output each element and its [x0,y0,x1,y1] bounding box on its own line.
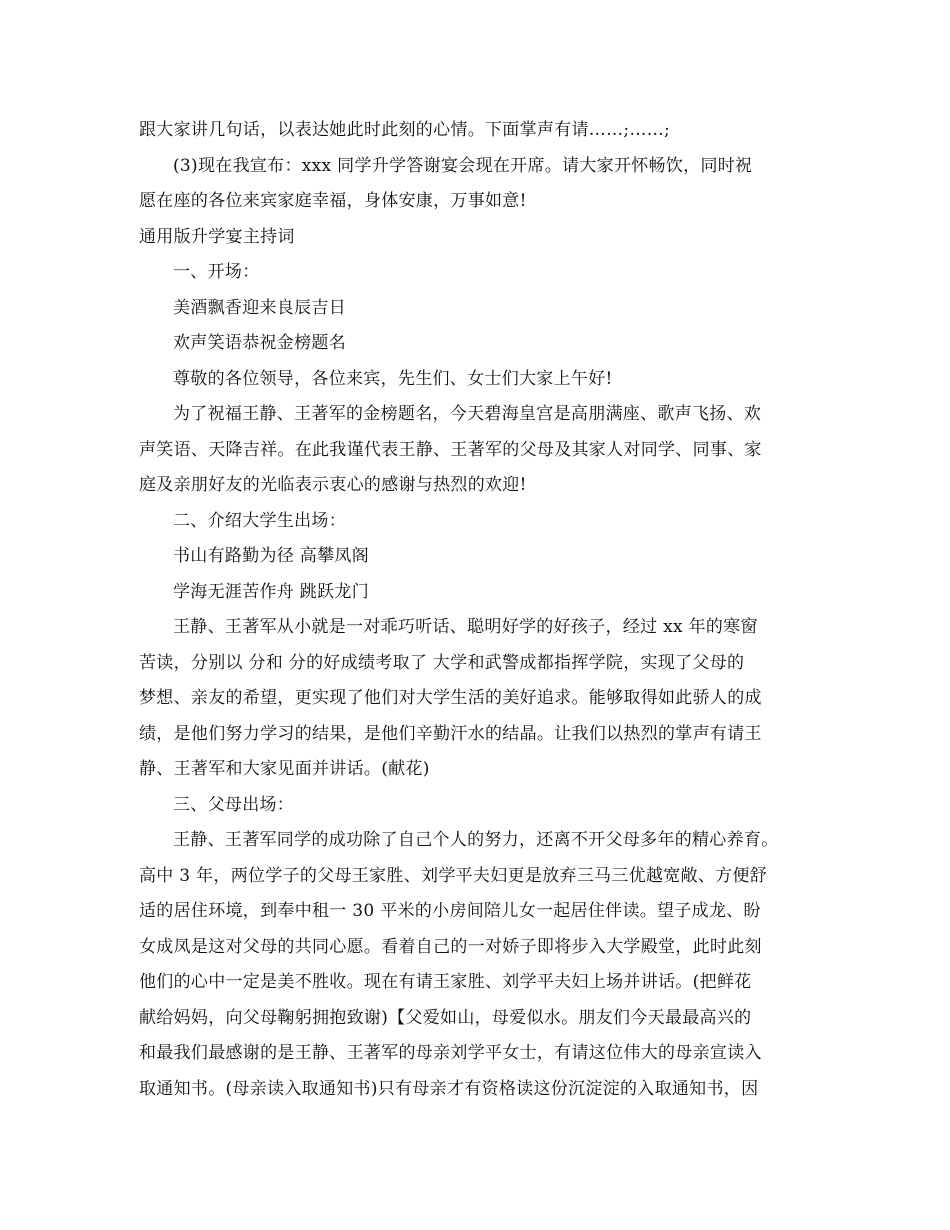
text-line: (3)现在我宣布：xxx 同学升学答谢宴会现在开席。请大家开怀畅饮，同时祝 [173,155,753,176]
text-line: 一、开场： [173,262,260,282]
text-line: 女成凤是这对父母的共同心愿。看着自己的一对娇子即将步入大学殿堂，此时此刻 [139,936,762,957]
text-line: 取通知书。(母亲读入取通知书)只有母亲才有资格读这份沉淀淀的入取通知书，因 [139,1078,759,1099]
text-line: 静、王著军和大家见面并讲话。(献花) [139,759,430,779]
text-line: 王静、王著军同学的成功除了自己个人的努力，还离不开父母多年的精心养育。 [173,830,779,850]
text-line: 庭及亲朋好友的光临表示衷心的感谢与热烈的欢迎! [139,475,527,495]
text-line: 和最我们最感谢的是王静、王著军的母亲刘学平女士，有请这位伟大的母亲宣读入 [139,1043,762,1063]
text-line: 适的居住环境，到奉中租一 30 平米的小房间陪儿女一起居住伴读。望子成龙、盼 [139,901,761,921]
text-line: 苦读，分别以 分和 分的好成绩考取了 大学和武警成都指挥学院，实现了父母的 [139,652,745,673]
text-line: 欢声笑语恭祝金榜题名 [173,333,346,353]
text-line: 美酒飘香迎来良辰吉日 [173,297,346,318]
text-line: 尊敬的各位领导，各位来宾，先生们、女士们大家上午好! [173,368,613,389]
text-line: 声笑语、天降吉祥。在此我谨代表王静、王著军的父母及其家人对同学、同事、家 [139,439,762,460]
text-line: 为了祝福王静、王著军的金榜题名，今天碧海皇宫是高朋满座、歌声飞扬、欢 [173,404,762,424]
text-line: 高中 3 年，两位学子的父母王家胜、刘学平夫妇更是放弃三马三优越宽敞、方便舒 [139,865,768,886]
text-line: 通用版升学宴主持词 [139,226,295,247]
text-line: 跟大家讲几句话，以表达她此时此刻的心情。下面掌声有请……;……; [139,120,671,140]
text-line: 二、介绍大学生出场： [173,510,346,531]
text-line: 王静、王著军从小就是一对乖巧听话、聪明好学的好孩子，经过 xx 年的寒窗 [173,617,758,637]
text-line: 学海无涯苦作舟 跳跃龙门 [173,581,370,602]
text-line: 梦想、亲友的希望，更实现了他们对大学生活的美好追求。能够取得如此骄人的成 [139,688,762,708]
document-body [139,113,829,1107]
text-line: 愿在座的各位来宾家庭幸福，身体安康，万事如意! [139,191,527,211]
text-line: 书山有路勤为径 高攀凤阁 [173,546,370,566]
text-line: 献给妈妈，向父母鞠躬拥抱致谢)【父爱如山，母爱似水。朋友们今天最最高兴的 [139,1007,752,1028]
text-line: 他们的心中一定是美不胜收。现在有请王家胜、刘学平夫妇上场并讲话。(把鲜花 [139,972,752,992]
text-line: 绩，是他们努力学习的结果，是他们辛勤汗水的结晶。让我们以热烈的掌声有请王 [139,723,762,744]
text-line: 三、父母出场： [173,794,295,815]
